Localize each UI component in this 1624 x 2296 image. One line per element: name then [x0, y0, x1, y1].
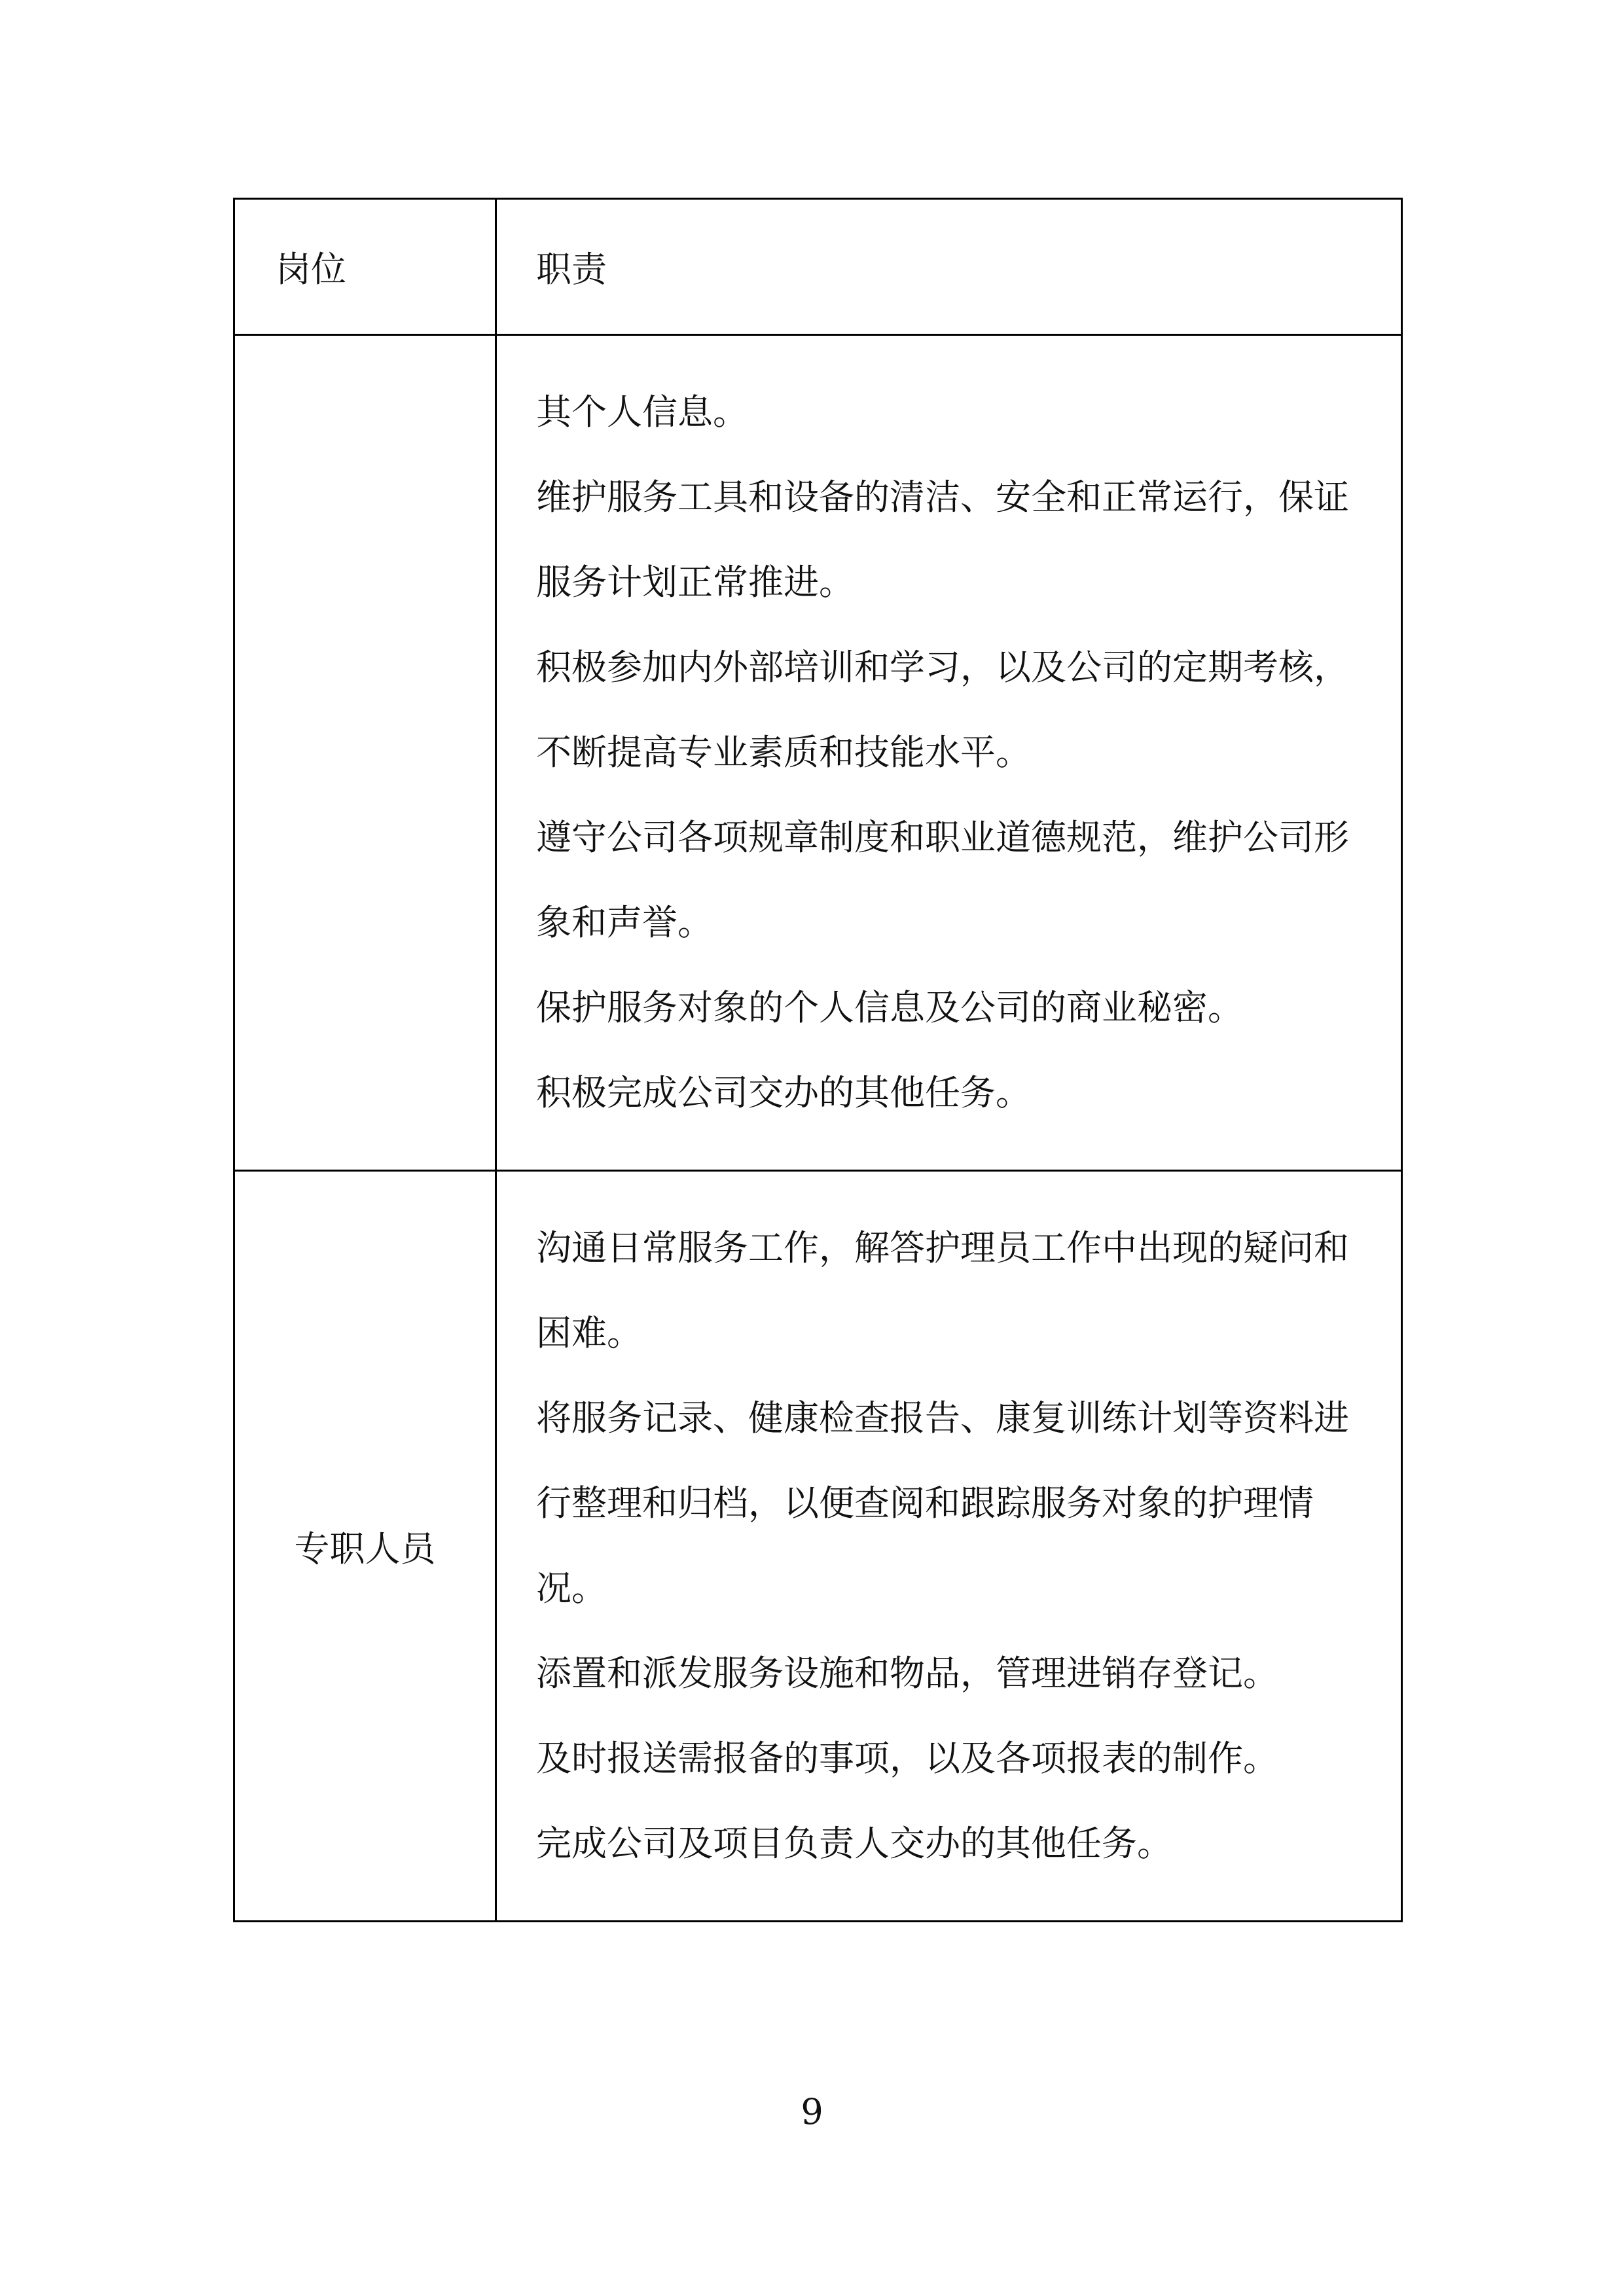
post-cell: 专职人员 [234, 1171, 496, 1922]
duty-item: 维护服务工具和设备的清洁、安全和正常运行，保证服务计划正常推进。 [536, 476, 1349, 603]
table-row [234, 1171, 1402, 1922]
duty-item: 其个人信息。 [536, 391, 748, 433]
duty-list [536, 370, 1375, 1136]
duty-table [233, 198, 1403, 1922]
duty-item: 添置和派发服务设施和物品，管理进销存登记。 [536, 1653, 1278, 1694]
duty-item: 及时报送需报备的事项，以及各项报表的制作。 [536, 1738, 1278, 1779]
duty-item: 沟通日常服务工作，解答护理员工作中出现的疑问和困难。 [536, 1227, 1349, 1354]
header-duty: 职责 [496, 199, 1402, 335]
table-row [234, 335, 1402, 1171]
duty-cell [496, 1171, 1402, 1922]
duty-item: 积极完成公司交办的其他任务。 [536, 1072, 1031, 1113]
duty-item: 将服务记录、健康检查报告、康复训练计划等资料进行整理和归档，以便查阅和跟踪服务对象的护理情况。 [536, 1397, 1349, 1609]
page-number: 9 [801, 2091, 823, 2132]
duty-cell [496, 335, 1402, 1171]
table-header-row [234, 199, 1402, 335]
duty-item: 完成公司及项目负责人交办的其他任务。 [536, 1823, 1172, 1864]
header-post: 岗位 [234, 199, 496, 335]
post-cell [234, 335, 496, 1171]
duty-item: 遵守公司各项规章制度和职业道德规范，维护公司形象和声誉。 [536, 817, 1349, 943]
duty-list [536, 1206, 1375, 1886]
duty-item: 保护服务对象的个人信息及公司的商业秘密。 [536, 987, 1243, 1028]
duty-item: 积极参加内外部培训和学习，以及公司的定期考核，不断提高专业素质和技能水平。 [536, 647, 1349, 773]
